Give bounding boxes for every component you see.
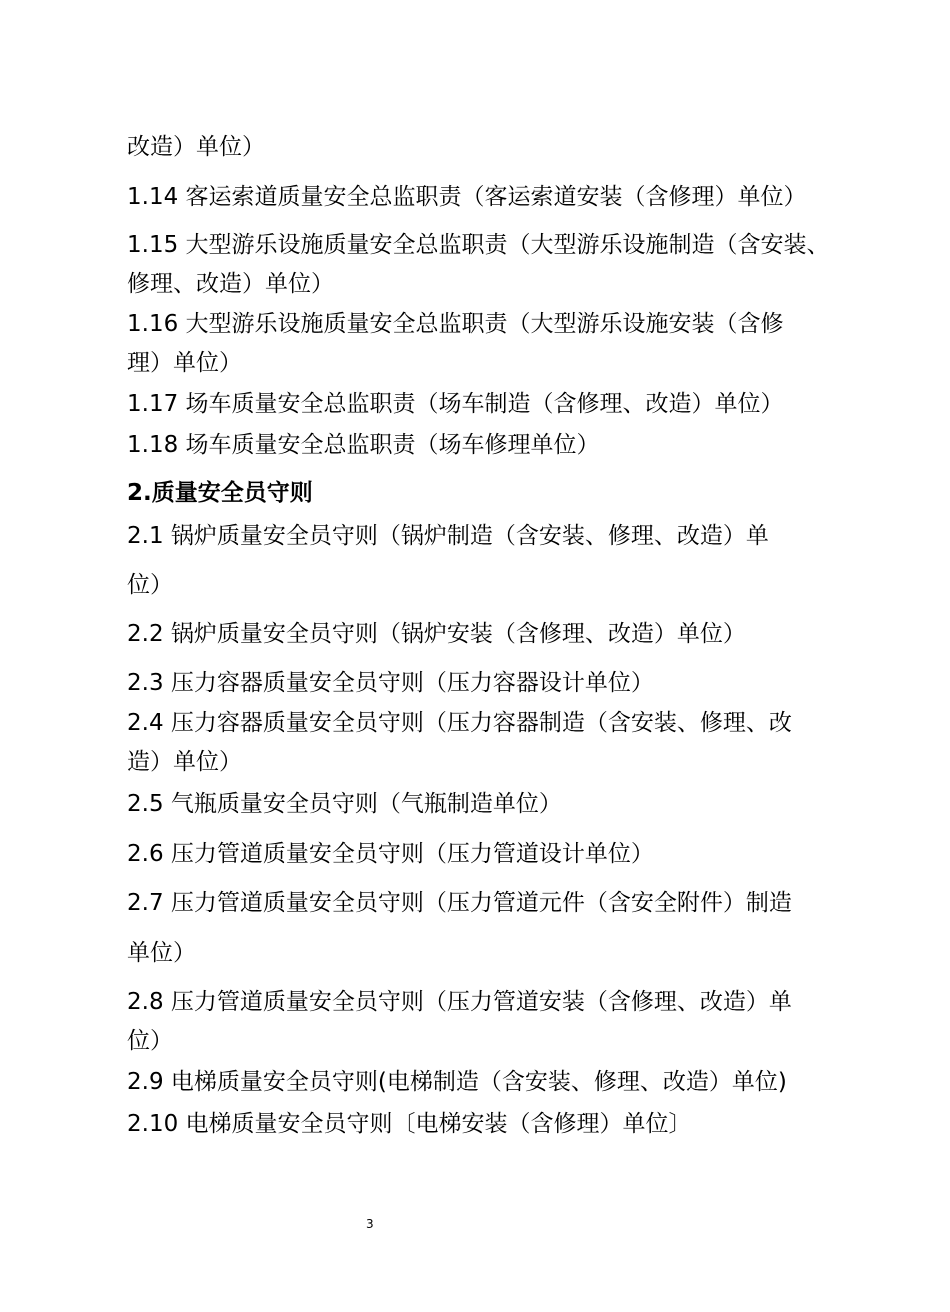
- list-item: 1.16 大型游乐设施质量安全总监职责（大型游乐设施安装（含修: [127, 311, 784, 337]
- list-item: 2.9 电梯质量安全员守则(电梯制造（含安装、修理、改造）单位): [127, 1069, 787, 1095]
- section-heading: 2.质量安全员守则: [127, 480, 313, 506]
- list-item-continuation: 造）单位）: [127, 749, 242, 775]
- list-item-continuation: 单位）: [127, 940, 196, 966]
- list-item: 2.8 压力管道质量安全员守则（压力管道安装（含修理、改造）单: [127, 989, 792, 1015]
- list-item-continuation: 位）: [127, 1028, 173, 1054]
- list-item: 1.14 客运索道质量安全总监职责（客运索道安装（含修理）单位）: [127, 184, 807, 210]
- list-item-continuation: 理）单位）: [127, 350, 242, 376]
- list-item: 2.6 压力管道质量安全员守则（压力管道设计单位）: [127, 841, 654, 867]
- list-item: 2.2 锅炉质量安全员守则（锅炉安装（含修理、改造）单位）: [127, 621, 746, 647]
- list-item: 2.1 锅炉质量安全员守则（锅炉制造（含安装、修理、改造）单: [127, 523, 769, 549]
- list-item: 2.4 压力容器质量安全员守则（压力容器制造（含安装、修理、改: [127, 710, 792, 736]
- list-item: 1.15 大型游乐设施质量安全总监职责（大型游乐设施制造（含安装、: [127, 232, 830, 258]
- list-item: 2.3 压力容器质量安全员守则（压力容器设计单位）: [127, 670, 654, 696]
- text-line: 改造）单位）: [127, 134, 265, 160]
- list-item: 2.10 电梯质量安全员守则〔电梯安装（含修理）单位〕: [127, 1111, 692, 1137]
- list-item: 2.5 气瓶质量安全员守则（气瓶制造单位）: [127, 791, 562, 817]
- list-item-continuation: 位）: [127, 572, 173, 598]
- list-item-continuation: 修理、改造）单位）: [127, 271, 334, 297]
- list-item: 1.18 场车质量安全总监职责（场车修理单位）: [127, 432, 600, 458]
- list-item: 2.7 压力管道质量安全员守则（压力管道元件（含安全附件）制造: [127, 890, 792, 916]
- page-number: 3: [366, 1217, 374, 1231]
- list-item: 1.17 场车质量安全总监职责（场车制造（含修理、改造）单位）: [127, 391, 784, 417]
